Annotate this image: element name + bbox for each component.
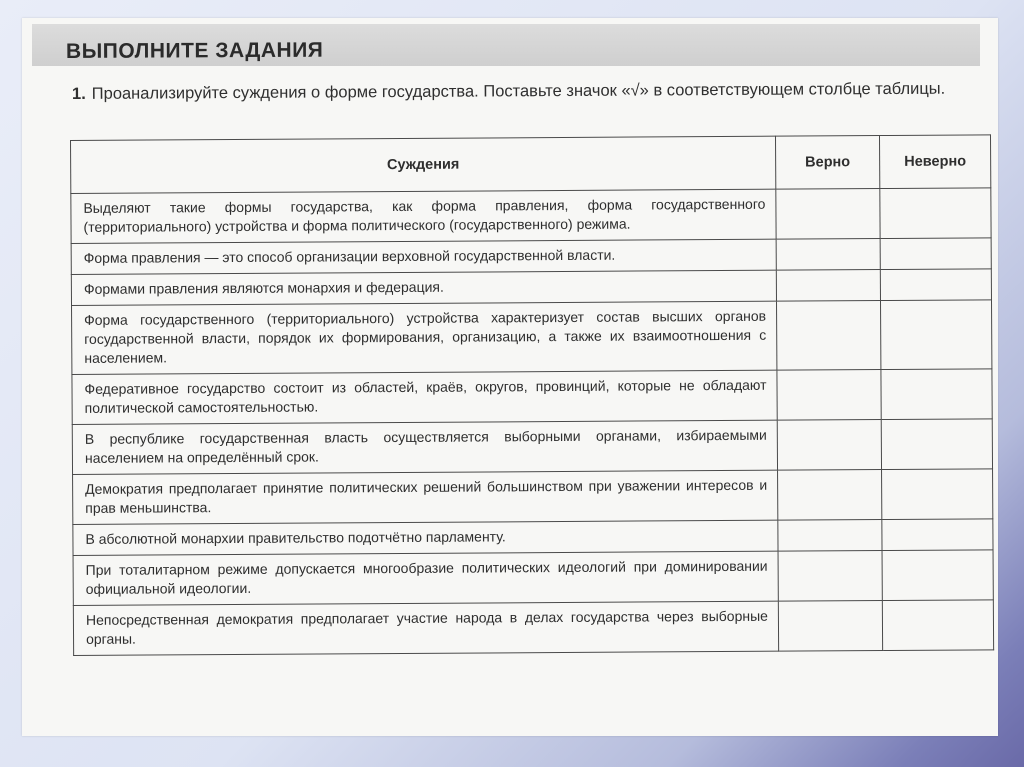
false-checkbox-cell[interactable] (880, 188, 991, 239)
table-row (73, 469, 993, 525)
header-true: Верно (775, 136, 879, 190)
false-checkbox-cell[interactable] (882, 519, 993, 551)
slide-page (22, 18, 998, 736)
false-checkbox-cell[interactable] (880, 300, 991, 370)
false-checkbox-cell[interactable] (882, 469, 993, 520)
statement-text: В республике государственная власть осуществляется выборными органами, избираемыми населением на определённый срок. (72, 420, 777, 474)
true-checkbox-cell[interactable] (776, 189, 880, 240)
true-checkbox-cell[interactable] (776, 239, 880, 271)
false-checkbox-cell[interactable] (882, 550, 993, 601)
table-row (71, 188, 991, 244)
true-checkbox-cell[interactable] (776, 270, 880, 302)
true-checkbox-cell[interactable] (778, 601, 882, 652)
true-checkbox-cell[interactable] (777, 420, 881, 471)
table-row (72, 419, 992, 475)
statement-text: Демократия предполагает принятие политических решений большинством при уважении интересов и прав меньшинства. (73, 470, 778, 524)
false-checkbox-cell[interactable] (881, 419, 992, 470)
header-statement: Суждения (71, 136, 776, 193)
task-text: Проанализируйте суждения о форме государства. Поставьте значок «√» в соответствующем столбце таблицы. (91, 79, 946, 103)
statement-text: Формами правления являются монархия и федерация. (71, 270, 776, 305)
false-checkbox-cell[interactable] (882, 600, 993, 651)
statement-text: Форма правления — это способ организации верховной государственной власти. (71, 239, 776, 274)
header-false: Неверно (879, 135, 990, 189)
true-checkbox-cell[interactable] (778, 470, 882, 521)
statement-text: В абсолютной монархии правительство подотчётно парламенту. (73, 520, 778, 555)
table-header-row (71, 135, 991, 194)
true-checkbox-cell[interactable] (776, 301, 880, 371)
task-instruction (72, 76, 982, 107)
statement-text: Форма государственного (территориального) устройства характеризует состав высших органов государственной власти, порядок их формирования, организацию, а также их взаимоотношения с населением. (72, 301, 777, 374)
table-row (72, 369, 992, 425)
statement-text: Выделяют такие формы государства, как форма правления, форма государственного (территориального) устройства и форма политического (государственного) режима. (71, 189, 776, 243)
table-row (73, 600, 993, 656)
false-checkbox-cell[interactable] (881, 369, 992, 420)
statement-text: Федеративное государство состоит из областей, краёв, округов, провинций, которые не обладают политической самостоятельностью. (72, 370, 777, 424)
false-checkbox-cell[interactable] (880, 238, 991, 270)
true-checkbox-cell[interactable] (778, 520, 882, 552)
statement-text: Непосредственная демократия предполагает участие народа в делах государства через выборные органы. (73, 601, 778, 655)
true-checkbox-cell[interactable] (778, 551, 882, 602)
statement-text: При тоталитарном режиме допускается многообразие политических идеологий при доминировании официальной идеологии. (73, 551, 778, 605)
statements-table (70, 134, 994, 656)
task-number: 1. (71, 84, 86, 103)
false-checkbox-cell[interactable] (880, 269, 991, 301)
table-row (72, 300, 992, 375)
page-title: ВЫПОЛНИТЕ ЗАДАНИЯ (65, 38, 324, 63)
table-row (73, 550, 993, 606)
true-checkbox-cell[interactable] (777, 370, 881, 421)
